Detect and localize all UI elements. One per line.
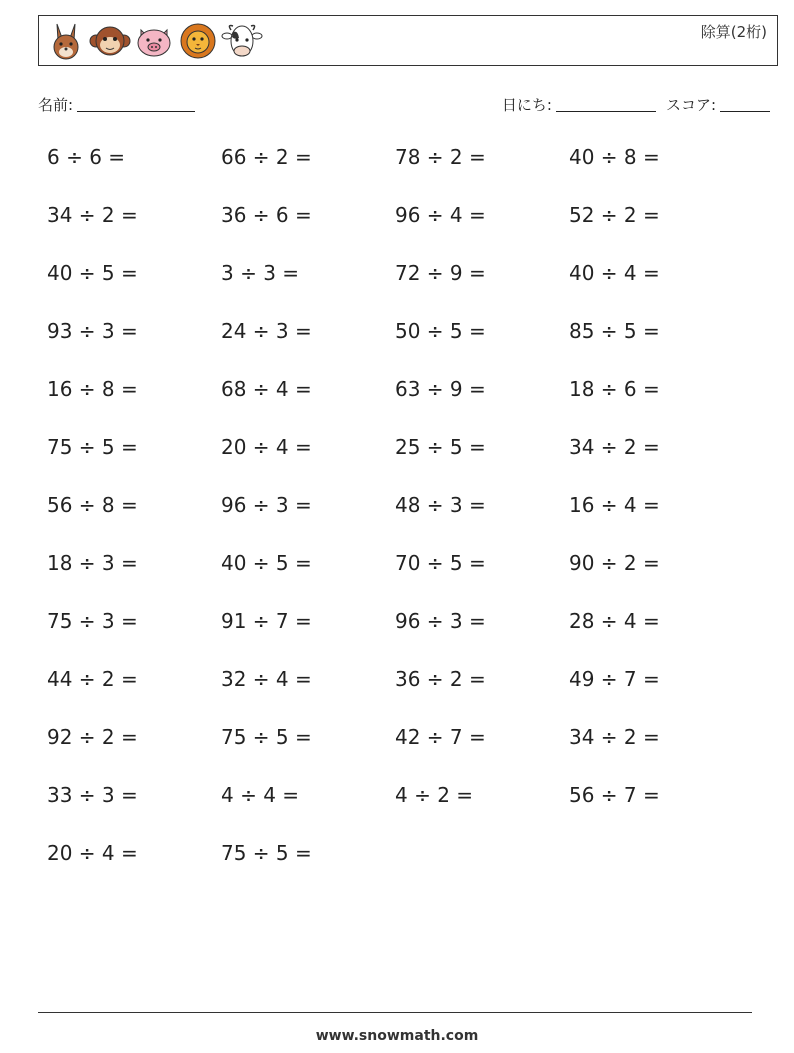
problem-item: 4 ÷ 4 = — [221, 783, 300, 807]
date-score-fields — [502, 94, 770, 115]
problem-row — [47, 319, 767, 377]
problem-row — [47, 261, 767, 319]
problem-item: 24 ÷ 3 = — [221, 319, 312, 343]
problem-item: 18 ÷ 6 = — [569, 377, 660, 401]
name-field — [38, 94, 195, 115]
problem-item: 96 ÷ 3 = — [221, 493, 312, 517]
problem-item: 36 ÷ 6 = — [221, 203, 312, 227]
problem-item: 40 ÷ 4 = — [569, 261, 660, 285]
problem-row — [47, 435, 767, 493]
lion-icon — [177, 20, 219, 62]
problem-row — [47, 377, 767, 435]
problem-item: 75 ÷ 5 = — [221, 725, 312, 749]
problem-row — [47, 551, 767, 609]
problem-item: 3 ÷ 3 = — [221, 261, 300, 285]
problem-item: 6 ÷ 6 = — [47, 145, 126, 169]
problem-item: 42 ÷ 7 = — [395, 725, 486, 749]
problem-item: 48 ÷ 3 = — [395, 493, 486, 517]
problem-item: 25 ÷ 5 = — [395, 435, 486, 459]
problem-item: 96 ÷ 3 = — [395, 609, 486, 633]
monkey-icon — [89, 20, 131, 62]
problem-item: 40 ÷ 5 = — [221, 551, 312, 575]
problem-item: 40 ÷ 5 = — [47, 261, 138, 285]
problem-item: 56 ÷ 7 = — [569, 783, 660, 807]
footer-divider — [38, 1012, 752, 1013]
problem-item: 91 ÷ 7 = — [221, 609, 312, 633]
problem-item: 16 ÷ 4 = — [569, 493, 660, 517]
problem-item: 18 ÷ 3 = — [47, 551, 138, 575]
problem-item: 56 ÷ 8 = — [47, 493, 138, 517]
problem-item: 72 ÷ 9 = — [395, 261, 486, 285]
problem-item: 78 ÷ 2 = — [395, 145, 486, 169]
problem-item: 36 ÷ 2 = — [395, 667, 486, 691]
problem-item: 63 ÷ 9 = — [395, 377, 486, 401]
problem-item: 66 ÷ 2 = — [221, 145, 312, 169]
problem-row — [47, 145, 767, 203]
date-label: 日にち: — [501, 96, 552, 114]
date-blank[interactable] — [556, 111, 656, 112]
problem-item: 96 ÷ 4 = — [395, 203, 486, 227]
problem-item: 4 ÷ 2 = — [395, 783, 474, 807]
worksheet-header — [38, 15, 778, 66]
problem-item: 34 ÷ 2 = — [47, 203, 138, 227]
problem-row — [47, 667, 767, 725]
animal-icons — [45, 20, 263, 62]
worksheet-title: 除算(2桁) — [700, 23, 767, 41]
name-label: 名前: — [38, 96, 74, 114]
problem-item: 32 ÷ 4 = — [221, 667, 312, 691]
problem-item: 50 ÷ 5 = — [395, 319, 486, 343]
problem-item: 75 ÷ 5 = — [47, 435, 138, 459]
problem-item: 85 ÷ 5 = — [569, 319, 660, 343]
problem-item: 70 ÷ 5 = — [395, 551, 486, 575]
problem-row — [47, 725, 767, 783]
problem-row — [47, 841, 767, 899]
problem-row — [47, 609, 767, 667]
score-label: スコア: — [665, 96, 716, 114]
problem-item: 75 ÷ 5 = — [221, 841, 312, 865]
problem-item: 16 ÷ 8 = — [47, 377, 138, 401]
problem-item: 20 ÷ 4 = — [221, 435, 312, 459]
rabbit-icon — [45, 20, 87, 62]
problem-item: 92 ÷ 2 = — [47, 725, 138, 749]
problem-item: 40 ÷ 8 = — [569, 145, 660, 169]
problem-item: 34 ÷ 2 = — [569, 435, 660, 459]
footer-site: www.snowmath.com — [315, 1028, 479, 1044]
problem-item: 75 ÷ 3 = — [47, 609, 138, 633]
date-field — [502, 94, 656, 115]
problem-row — [47, 203, 767, 261]
problem-item: 20 ÷ 4 = — [47, 841, 138, 865]
problem-item: 52 ÷ 2 = — [569, 203, 660, 227]
pig-icon — [133, 20, 175, 62]
problem-item: 34 ÷ 2 = — [569, 725, 660, 749]
cow-icon — [221, 20, 263, 62]
problem-item: 33 ÷ 3 = — [47, 783, 138, 807]
name-blank[interactable] — [77, 111, 195, 112]
problem-item: 28 ÷ 4 = — [569, 609, 660, 633]
problem-row — [47, 783, 767, 841]
problem-item: 44 ÷ 2 = — [47, 667, 138, 691]
problem-item: 90 ÷ 2 = — [569, 551, 660, 575]
score-field — [666, 94, 770, 115]
problem-item: 49 ÷ 7 = — [569, 667, 660, 691]
problem-grid — [47, 145, 767, 899]
problem-item: 93 ÷ 3 = — [47, 319, 138, 343]
problem-row — [47, 493, 767, 551]
score-blank[interactable] — [720, 111, 770, 112]
problem-item: 68 ÷ 4 = — [221, 377, 312, 401]
